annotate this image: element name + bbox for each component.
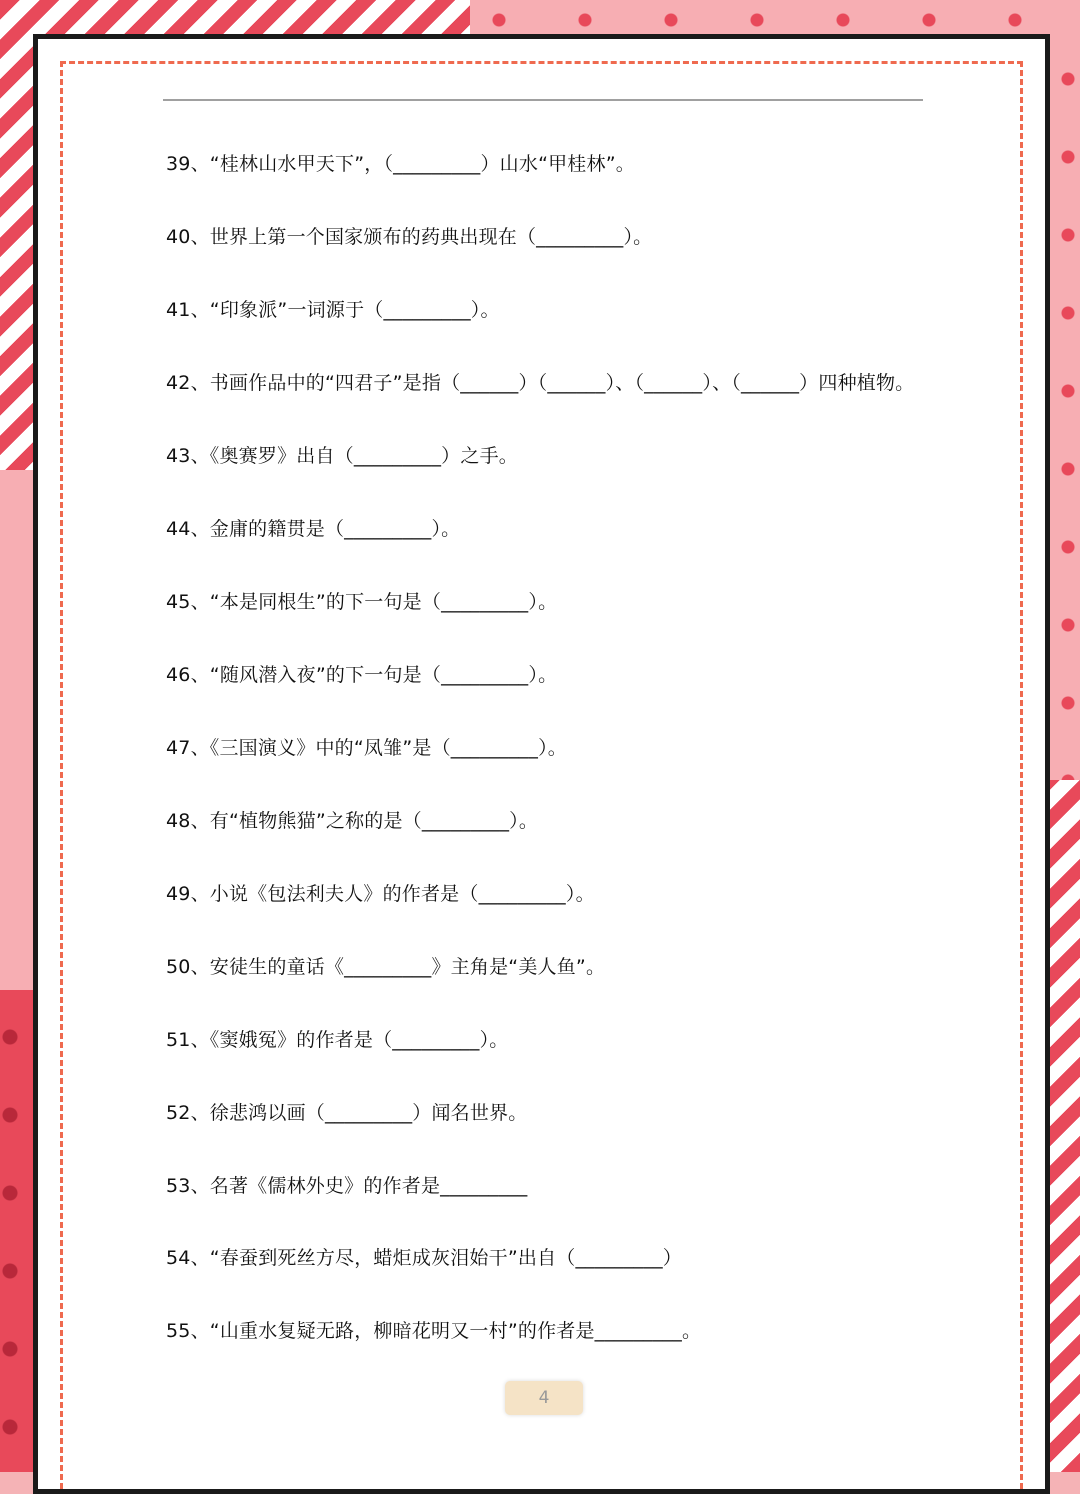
header-divider — [163, 99, 923, 101]
question-41: 41、“印象派”一词源于（_________）。 — [166, 299, 500, 321]
question-55: 55、“山重水复疑无路，柳暗花明又一村”的作者是_________。 — [166, 1320, 702, 1342]
page-number-badge: 4 — [505, 1381, 583, 1415]
question-54: 54、“春蚕到死丝方尽，蜡炬成灰泪始干”出自（_________） — [166, 1247, 682, 1269]
question-43: 43、《奥赛罗》出自（_________）之手。 — [166, 445, 518, 467]
question-47: 47、《三国演义》中的“凤雏”是（_________）。 — [166, 737, 567, 759]
dashed-border — [60, 61, 1023, 1489]
question-49: 49、小说《包法利夫人》的作者是（_________）。 — [166, 883, 595, 905]
question-42: 42、书画作品中的“四君子”是指（______）（______）、（______）、（______）四种植物。 — [166, 372, 915, 394]
question-39: 39、“桂林山水甲天下”，（_________）山水“甲桂林”。 — [166, 153, 635, 175]
question-44: 44、金庸的籍贯是（_________）。 — [166, 518, 461, 540]
question-46: 46、“随风潜入夜”的下一句是（_________）。 — [166, 664, 558, 686]
question-51: 51、《窦娥冤》的作者是（_________）。 — [166, 1029, 509, 1051]
question-53: 53、名著《儒林外史》的作者是_________ — [166, 1175, 528, 1197]
worksheet-page — [33, 34, 1050, 1494]
question-45: 45、“本是同根生”的下一句是（_________）。 — [166, 591, 558, 613]
question-48: 48、有“植物熊猫”之称的是（_________）。 — [166, 810, 539, 832]
question-52: 52、徐悲鸿以画（_________）闻名世界。 — [166, 1102, 528, 1124]
question-40: 40、世界上第一个国家颁布的药典出现在（_________）。 — [166, 226, 653, 248]
question-50: 50、安徒生的童话《_________》主角是“美人鱼”。 — [166, 956, 606, 978]
